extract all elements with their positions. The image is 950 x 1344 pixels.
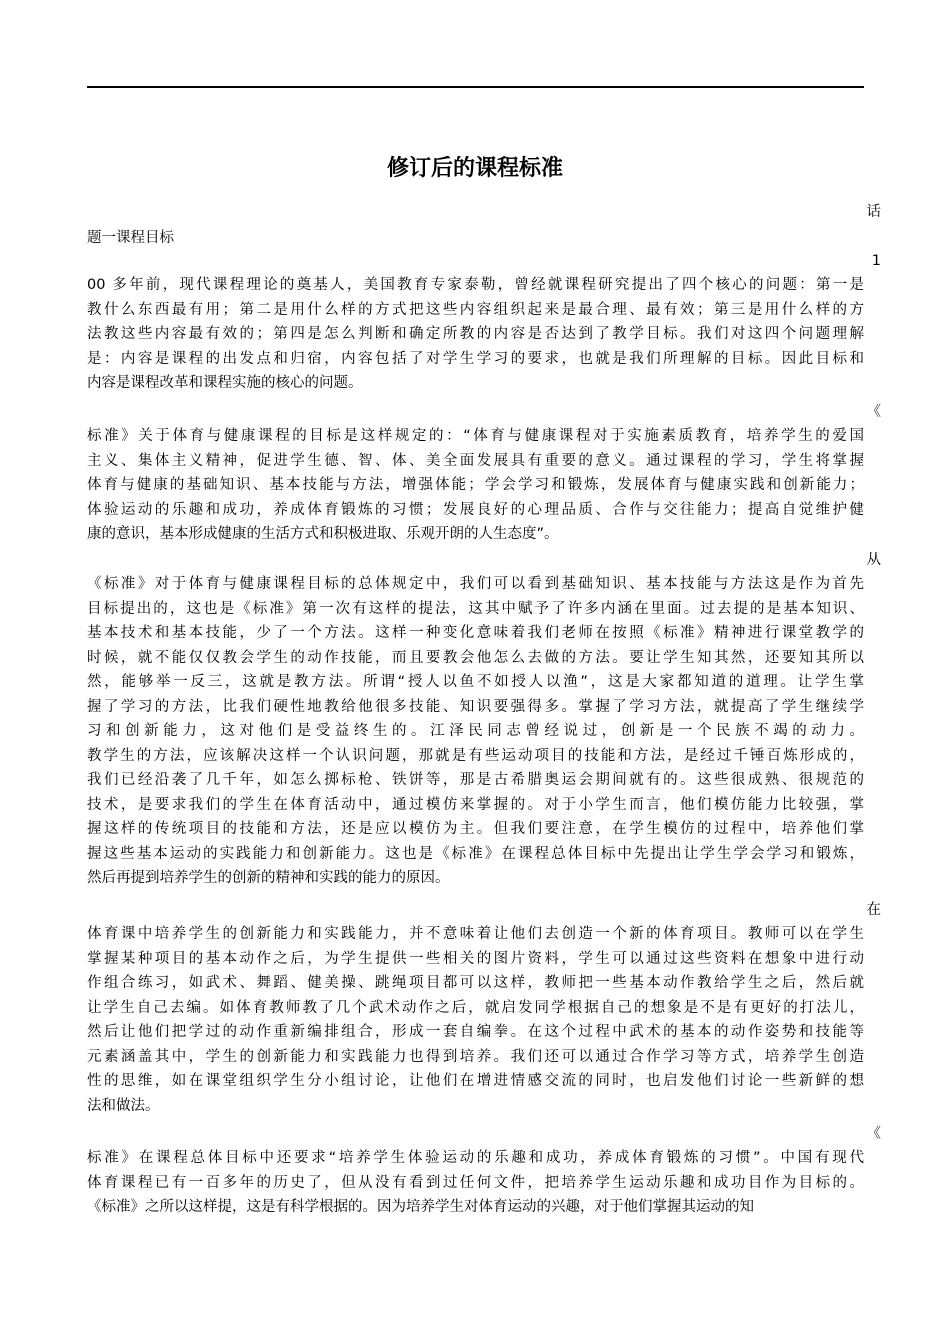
text-line: 内容是课程改革和课程实施的核心的问题。 xyxy=(87,375,363,391)
text-line: 教学生的方法，应该解决这样一个认识问题，那就是有些运动项目的技能和方法，是经过千锤百炼形成的， xyxy=(87,747,864,764)
text-line: 作组合练习，如武术、舞蹈、健美操、跳绳项目都可以这样，教师把一些基本动作教给学生之后，然后就 xyxy=(87,975,864,991)
paragraph-lead-char: 在 xyxy=(866,902,881,918)
paragraph-lead-char: 话 xyxy=(866,204,881,220)
text-line: 体育与健康的基础知识、基本技能与方法，增强体能；学会学习和锻炼，发展体育与健康实践和创新能力； xyxy=(87,477,864,493)
text-line: 性的思维，如在课堂组织学生分小组讨论，让他们在增进情感交流的同时，也启发他们讨论一些新鲜的想 xyxy=(87,1073,864,1089)
text-line: 握这样的传统项目的技能和方法，还是应以模仿为主。但我们要注意，在学生模仿的过程中，培养他们掌 xyxy=(87,821,864,837)
text-line: 基本技术和基本技能，少了一个方法。这样一种变化意味着我们老师在按照《标准》精神进行课堂教学的 xyxy=(87,625,864,641)
paragraph xyxy=(87,273,877,396)
paragraph-lead-char: 1 xyxy=(871,253,881,269)
text-line: 让学生自己去编。如体育教师教了几个武术动作之后，就启发同学根据自己的想象是不是有更好的打法儿， xyxy=(87,999,864,1016)
text-line: 体育课中培养学生的创新能力和实践能力，并不意味着让他们去创造一个新的体育项目。教师可以在学生 xyxy=(87,926,864,942)
text-line: 题一课程目标 xyxy=(87,230,174,246)
paragraph xyxy=(87,922,877,1118)
text-line: 我们已经沿袭了几千年，如怎么掷标枪、铁饼等，那是古希腊奥运会期间就有的。这些很成熟、很规范的 xyxy=(87,772,864,788)
text-line: 是：内容是课程的出发点和归宿，内容包括了对学生学习的要求，也就是我们所理解的目标。因此目标和 xyxy=(87,350,864,367)
text-line: 法和做法。 xyxy=(87,1097,160,1114)
text-line: 教什么东西最有用；第二是用什么样的方式把这些内容组织起来是最合理、最有效；第三是用什么样的方 xyxy=(87,301,864,318)
text-line: 标准》关于体育与健康课程的目标是这样规定的：“体育与健康课程对于实施素质教育，培养学生的爱国 xyxy=(87,428,864,444)
paragraph xyxy=(87,1146,877,1220)
text-line: 掌握某种项目的基本动作之后，为学生提供一些相关的图片资料，学生可以通过这些资料在想象中进行动 xyxy=(87,950,864,967)
text-line: 然后让他们把学过的动作重新编排组合，形成一套自编拳。在这个过程中武术的基本的动作姿势和技能等 xyxy=(87,1024,864,1040)
paragraph-lead-char: 《 xyxy=(866,1126,881,1142)
text-line: 习和创新能力，这对他们是受益终生的。江泽民同志曾经说过，创新是一个民族不竭的动力。 xyxy=(87,723,864,739)
page-title: 修订后的课程标准 xyxy=(386,156,563,181)
text-line: 体验运动的乐趣和成功，养成体育锻炼的习惯；发展良好的心理品质、合作与交往能力；提高自觉维护健 xyxy=(87,501,864,518)
text-line: 法教这些内容最有效的；第四是怎么判断和确定所教的内容是否达到了教学目标。我们对这四个问题理解 xyxy=(87,326,864,342)
text-line: 技术，是要求我们的学生在体育活动中，通过模仿来掌握的。对于小学生而言，他们模仿能力比较强，掌 xyxy=(87,796,864,813)
text-line: 标准》在课程总体目标中还要求“培养学生体验运动的乐趣和成功，养成体育锻炼的习惯”。中国有现代 xyxy=(87,1150,864,1166)
paragraph xyxy=(87,424,877,547)
text-line: 握了学习的方法，比我们硬性地教给他很多技能、知识要强得多。掌握了学习方法，就提高了学生继续学 xyxy=(87,698,864,715)
text-line: 然后再提到培养学生的创新的精神和实践的能力的原因。 xyxy=(87,870,450,886)
header-rule xyxy=(87,86,864,88)
paragraph xyxy=(87,572,877,891)
text-line: 康的意识，基本形成健康的生活方式和积极进取、乐观开朗的人生态度”。 xyxy=(87,526,559,542)
paragraph-lead-char: 从 xyxy=(866,552,881,568)
text-line: 握这些基本运动的实践能力和创新能力。这也是《标准》在课程总体目标中先提出让学生学会学习和锻炼， xyxy=(87,845,864,862)
text-line: 体育课程已有一百多年的历史了，但从没有看到过任何文件，把培养学生运动乐趣和成功目作为目标的。 xyxy=(87,1174,864,1191)
text-line: 主义、集体主义精神，促进学生德、智、体、美全面发展具有重要的意义。通过课程的学习，学生将掌握 xyxy=(87,452,864,469)
text-line: 目标提出的，这也是《标准》第一次有这样的提法，这其中赋予了许多内涵在里面。过去提的是基本知识、 xyxy=(87,600,864,617)
text-line: 然，能够举一反三，这就是教方法。所谓“授人以鱼不如授人以渔”，这是大家都知道的道理。让学生掌 xyxy=(87,674,864,690)
paragraph-lead-char: 《 xyxy=(866,404,881,420)
text-line: 时候，就不能仅仅教会学生的动作技能，而且要教会他怎么去做的方法。要让学生知其然，还要知其所以 xyxy=(87,649,864,666)
text-line: 00 多年前，现代课程理论的奠基人，美国教育专家泰勒，曾经就课程研究提出了四个核心的问题：第一是 xyxy=(87,277,864,293)
text-line: 《标准》对于体育与健康课程目标的总体规定中，我们可以看到基础知识、基本技能与方法这是作为首先 xyxy=(87,576,864,592)
paragraph xyxy=(87,226,877,251)
text-line: 元素涵盖其中，学生的创新能力和实践能力也得到培养。我们还可以通过合作学习等方式，培养学生创造 xyxy=(87,1048,864,1065)
text-line: 《标准》之所以这样提，这是有科学根据的。因为培养学生对体育运动的兴趣，对于他们掌握其运动的知 xyxy=(87,1199,754,1215)
